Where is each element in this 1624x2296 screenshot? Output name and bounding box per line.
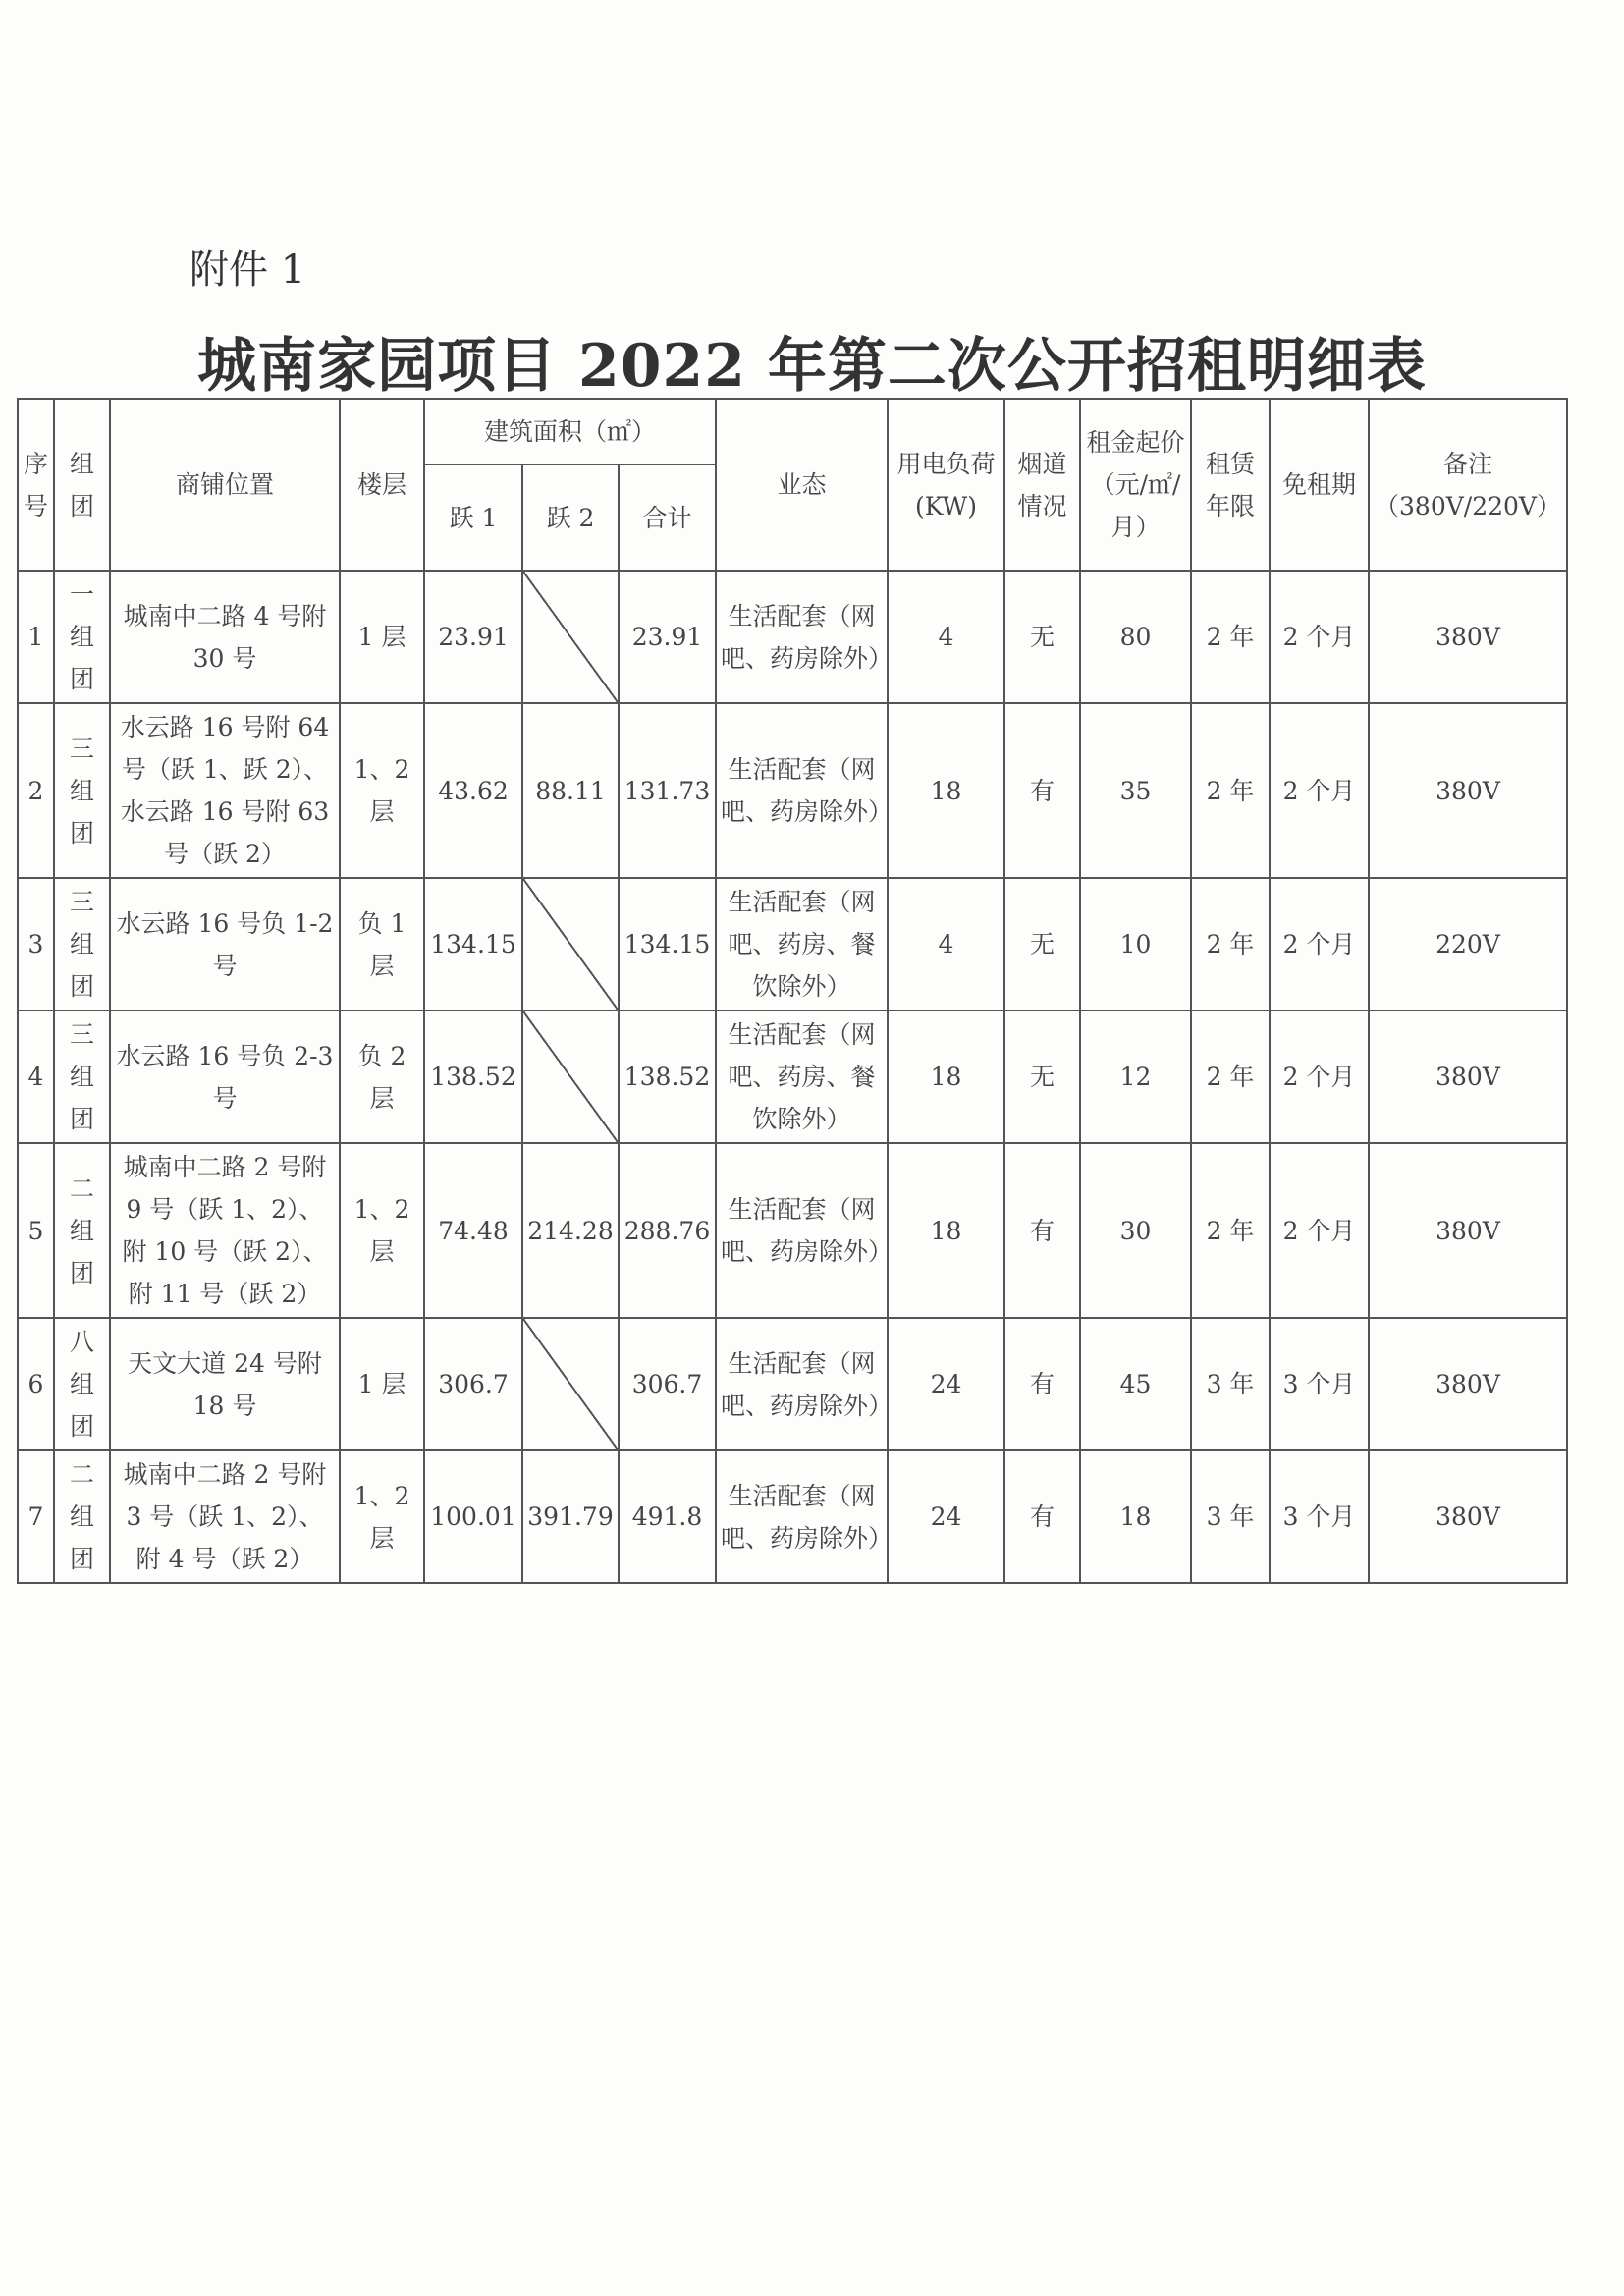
row-free: 2 个月 (1270, 571, 1369, 703)
row-power: 24 (888, 1450, 1004, 1583)
header-flue: 烟道情况 (1004, 399, 1080, 571)
row-floor: 1、2 层 (340, 703, 424, 878)
header-area-1: 跃 1 (424, 465, 522, 571)
header-area: 建筑面积（㎡） (424, 399, 716, 465)
row-location: 水云路 16 号负 2-3 号 (110, 1011, 340, 1143)
row-note: 380V (1369, 571, 1567, 703)
row-area-total: 138.52 (619, 1011, 716, 1143)
row-seq: 3 (18, 878, 54, 1011)
row-area-1: 74.48 (424, 1143, 522, 1318)
row-rent: 12 (1080, 1011, 1191, 1143)
row-area-total: 23.91 (619, 571, 716, 703)
table-row (18, 1450, 1567, 1583)
row-rent: 45 (1080, 1318, 1191, 1450)
row-free: 3 个月 (1270, 1318, 1369, 1450)
row-area-1: 100.01 (424, 1450, 522, 1583)
header-group: 组团 (54, 399, 110, 571)
row-rent: 35 (1080, 703, 1191, 878)
row-area-2 (522, 571, 619, 703)
row-floor: 1、2 层 (340, 1450, 424, 1583)
table-row (18, 878, 1567, 1011)
row-power: 24 (888, 1318, 1004, 1450)
row-power: 4 (888, 571, 1004, 703)
row-term: 2 年 (1191, 571, 1270, 703)
header-note: 备注（380V/220V） (1369, 399, 1567, 571)
row-location: 城南中二路 4 号附 30 号 (110, 571, 340, 703)
row-note: 380V (1369, 1011, 1567, 1143)
header-floor: 楼层 (340, 399, 424, 571)
table-row (18, 1318, 1567, 1450)
header-location: 商铺位置 (110, 399, 340, 571)
row-flue: 有 (1004, 1143, 1080, 1318)
row-seq: 2 (18, 703, 54, 878)
attachment-label: 附件 1 (189, 247, 306, 293)
header-free: 免租期 (1270, 399, 1369, 571)
row-area-2: 391.79 (522, 1450, 619, 1583)
row-floor: 负 1 层 (340, 878, 424, 1011)
table-row (18, 1143, 1567, 1318)
row-area-1: 23.91 (424, 571, 522, 703)
row-term: 2 年 (1191, 1143, 1270, 1318)
row-business: 生活配套（网吧、药房、餐饮除外） (716, 1011, 888, 1143)
row-location: 水云路 16 号负 1-2 号 (110, 878, 340, 1011)
row-power: 18 (888, 1011, 1004, 1143)
header-rent: 租金起价（元/㎡/月） (1080, 399, 1191, 571)
row-term: 3 年 (1191, 1318, 1270, 1450)
row-term: 2 年 (1191, 878, 1270, 1011)
row-group: 三组团 (54, 1011, 110, 1143)
row-business: 生活配套（网吧、药房除外） (716, 1143, 888, 1318)
row-term: 3 年 (1191, 1450, 1270, 1583)
row-rent: 30 (1080, 1143, 1191, 1318)
row-free: 3 个月 (1270, 1450, 1369, 1583)
row-term: 2 年 (1191, 1011, 1270, 1143)
row-area-2 (522, 1318, 619, 1450)
row-note: 220V (1369, 878, 1567, 1011)
row-group: 一组团 (54, 571, 110, 703)
row-seq: 5 (18, 1143, 54, 1318)
row-floor: 1 层 (340, 1318, 424, 1450)
row-area-total: 491.8 (619, 1450, 716, 1583)
row-area-total: 288.76 (619, 1143, 716, 1318)
row-seq: 4 (18, 1011, 54, 1143)
lease-table (17, 398, 1568, 1584)
row-business: 生活配套（网吧、药房除外） (716, 1450, 888, 1583)
row-area-2 (522, 878, 619, 1011)
row-location: 城南中二路 2 号附 3 号（跃 1、2）、附 4 号（跃 2） (110, 1450, 340, 1583)
row-floor: 1 层 (340, 571, 424, 703)
header-area-total: 合计 (619, 465, 716, 571)
row-floor: 负 2 层 (340, 1011, 424, 1143)
row-area-2: 88.11 (522, 703, 619, 878)
row-group: 二组团 (54, 1143, 110, 1318)
row-group: 三组团 (54, 878, 110, 1011)
row-location: 城南中二路 2 号附 9 号（跃 1、2）、附 10 号（跃 2）、附 11 号（跃 2） (110, 1143, 340, 1318)
document-title: 城南家园项目 2022 年第二次公开招租明细表 (197, 332, 1427, 401)
table-row (18, 1011, 1567, 1143)
row-rent: 80 (1080, 571, 1191, 703)
row-note: 380V (1369, 1318, 1567, 1450)
row-area-1: 134.15 (424, 878, 522, 1011)
row-area-2: 214.28 (522, 1143, 619, 1318)
row-note: 380V (1369, 1143, 1567, 1318)
row-flue: 无 (1004, 571, 1080, 703)
row-power: 4 (888, 878, 1004, 1011)
row-flue: 有 (1004, 703, 1080, 878)
row-flue: 有 (1004, 1318, 1080, 1450)
row-power: 18 (888, 703, 1004, 878)
row-group: 二组团 (54, 1450, 110, 1583)
row-term: 2 年 (1191, 703, 1270, 878)
row-group: 三组团 (54, 703, 110, 878)
row-business: 生活配套（网吧、药房、餐饮除外） (716, 878, 888, 1011)
row-area-1: 138.52 (424, 1011, 522, 1143)
row-area-total: 306.7 (619, 1318, 716, 1450)
row-area-1: 306.7 (424, 1318, 522, 1450)
row-floor: 1、2 层 (340, 1143, 424, 1318)
row-flue: 有 (1004, 1450, 1080, 1583)
row-group: 八组团 (54, 1318, 110, 1450)
row-power: 18 (888, 1143, 1004, 1318)
row-business: 生活配套（网吧、药房除外） (716, 571, 888, 703)
row-area-1: 43.62 (424, 703, 522, 878)
row-free: 2 个月 (1270, 878, 1369, 1011)
row-area-total: 131.73 (619, 703, 716, 878)
table-row (18, 571, 1567, 703)
row-area-total: 134.15 (619, 878, 716, 1011)
row-rent: 10 (1080, 878, 1191, 1011)
header-business: 业态 (716, 399, 888, 571)
row-free: 2 个月 (1270, 1143, 1369, 1318)
row-business: 生活配套（网吧、药房除外） (716, 1318, 888, 1450)
row-note: 380V (1369, 1450, 1567, 1583)
row-free: 2 个月 (1270, 703, 1369, 878)
row-flue: 无 (1004, 878, 1080, 1011)
row-location: 水云路 16 号附 64 号（跃 1、跃 2）、水云路 16 号附 63 号（跃 2） (110, 703, 340, 878)
row-flue: 无 (1004, 1011, 1080, 1143)
row-free: 2 个月 (1270, 1011, 1369, 1143)
table-row (18, 703, 1567, 878)
header-area-2: 跃 2 (522, 465, 619, 571)
header-term: 租赁年限 (1191, 399, 1270, 571)
header-power: 用电负荷(KW) (888, 399, 1004, 571)
header-seq: 序号 (18, 399, 54, 571)
row-business: 生活配套（网吧、药房除外） (716, 703, 888, 878)
row-note: 380V (1369, 703, 1567, 878)
row-area-2 (522, 1011, 619, 1143)
row-location: 天文大道 24 号附 18 号 (110, 1318, 340, 1450)
row-seq: 6 (18, 1318, 54, 1450)
row-seq: 7 (18, 1450, 54, 1583)
row-rent: 18 (1080, 1450, 1191, 1583)
row-seq: 1 (18, 571, 54, 703)
